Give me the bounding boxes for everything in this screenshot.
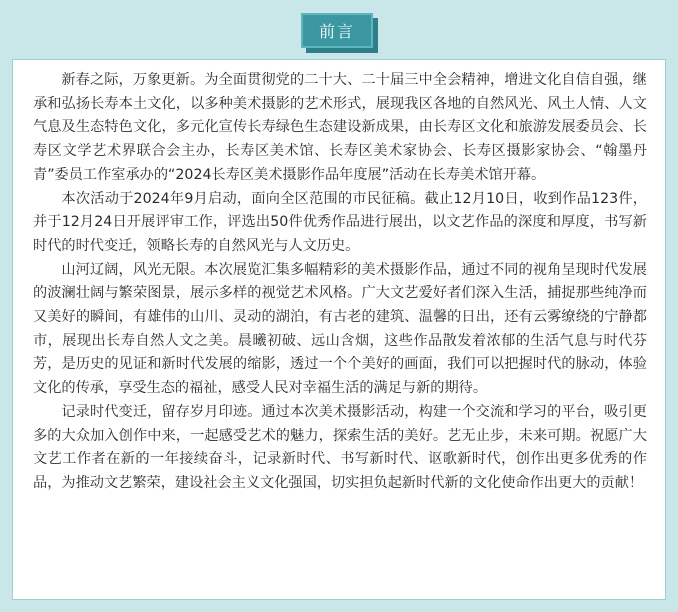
paragraph-2: 本次活动于2024年9月启动，面向全区范围的市民征稿。截止12月10日，收到作品123件，并于12月24日开展评审工作，评选出50件优秀作品进行展出，以文艺作品的深度和厚度，书写新时代的时代变迁，领略长寿的自然风光与人文历史。 xyxy=(33,190,647,254)
content-panel xyxy=(12,59,666,600)
title-badge xyxy=(301,13,373,48)
page-title: 前言 xyxy=(301,13,373,48)
paragraph-1: 新春之际，万象更新。为全面贯彻党的二十大、二十届三中全会精神，增进文化自信自强，继承和弘扬长寿本土文化，以多种美术摄影的艺术形式，展现我区各地的自然风光、风土人情、人文气息及生态特色文化，多元化宣传长寿绿色生态建设新成果，由长寿区文化和旅游发展委员会、长寿区文学艺术界联合会主办，长寿区美术馆、长寿区美术家协会、长寿区摄影家协会、“翰墨丹青”委员工作室承办的“2024长寿区美术摄影作品年度展”活动在长寿美术馆开幕。 xyxy=(33,72,647,183)
paragraph-3: 山河辽阔，风光无限。本次展览汇集多幅精彩的美术摄影作品，通过不同的视角呈现时代发展的波澜壮阔与繁荣图景，展示多样的视觉艺术风格。广大文艺爱好者们深入生活，捕捉那些纯净而又美好的瞬间，有雄伟的山川、灵动的湖泊，有古老的建筑、温馨的日出，还有云雾缭绕的宁静都市，展现出长寿自然人文之美。晨曦初破、远山含烟，这些作品散发着浓郁的生活气息与时代芬芳，是历史的见证和新时代发展的缩影，透过一个个美好的画面，我们可以把握时代的脉动，体验文化的传承，享受生态的福祉，感受人民对幸福生活的满足与新的期待。 xyxy=(33,261,647,397)
paragraph-4: 记录时代变迁，留存岁月印迹。通过本次美术摄影活动，构建一个交流和学习的平台，吸引更多的大众加入创作中来，一起感受艺术的魅力，探索生活的美好。艺无止步，未来可期。祝愿广大文艺工作者在新的一年接续奋斗，记录新时代、书写新时代、讴歌新时代，创作出更多优秀的作品，为推动文艺繁荣，建设社会主义文化强国，切实担负起新时代新的文化使命作出更大的贡献！ xyxy=(33,403,647,491)
